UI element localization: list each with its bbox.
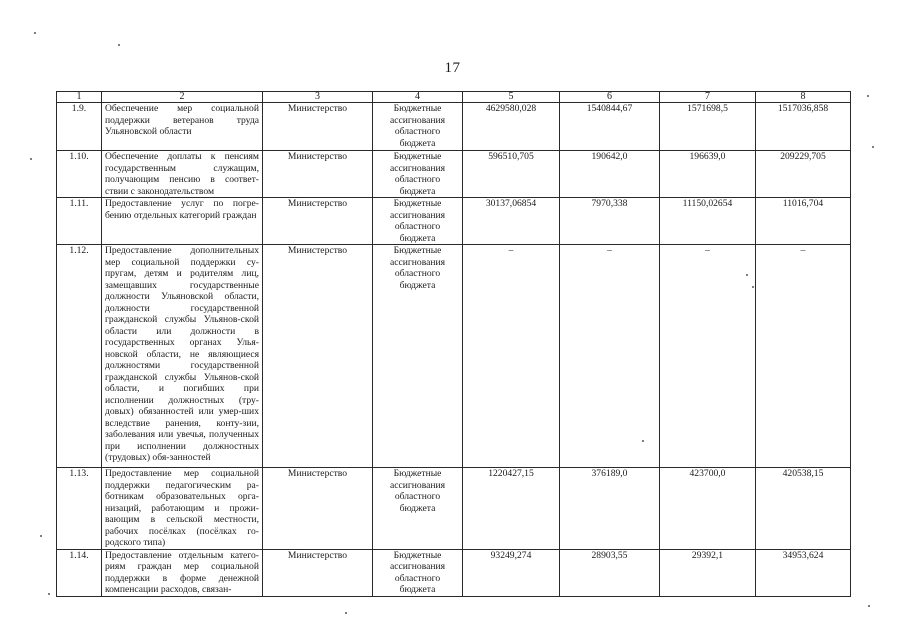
table-row [57,468,851,550]
row-value-col8: 209229,705 [756,151,851,198]
table-row [57,198,851,245]
row-value-col8: 1517036,858 [756,103,851,151]
row-executor: Министерство [263,549,373,596]
row-value-col7: 423700,0 [660,468,756,550]
row-funding-source: Бюджетные ассигнования областного бюджета [373,468,463,550]
scan-speck [752,286,754,288]
scan-speck [345,612,347,614]
row-value-col8: 34953,624 [756,549,851,596]
scan-speck [34,32,36,34]
header-row [57,92,851,103]
row-value-col6: 190642,0 [560,151,660,198]
table-row [57,103,851,151]
table-row [57,245,851,468]
row-number: 1.11. [57,198,102,245]
header-cell-4: 4 [373,92,463,103]
row-value-col7: 29392,1 [660,549,756,596]
page-number: 17 [444,60,461,76]
budget-table [56,91,851,597]
scan-speck [30,158,32,160]
row-number: 1.10. [57,151,102,198]
header-cell-6: 6 [560,92,660,103]
row-executor: Министерство [263,468,373,550]
row-funding-source: Бюджетные ассигнования областного бюджета [373,151,463,198]
scan-speck [642,440,644,442]
header-cell-7: 7 [660,92,756,103]
row-value-col6: 1540844,67 [560,103,660,151]
header-cell-1: 1 [57,92,102,103]
row-funding-source: Бюджетные ассигнования областного бюджета [373,549,463,596]
header-cell-8: 8 [756,92,851,103]
row-value-col8: – [756,245,851,468]
row-value-total: 30137,06854 [463,198,560,245]
row-executor: Министерство [263,151,373,198]
row-executor: Министерство [263,198,373,245]
header-cell-2: 2 [102,92,263,103]
row-description: Предоставление мер социальной поддержки педагогическим ра-ботникам образовательных орга-низаций, работающим и прожи-вающим в сельской местности, рабочих посёлках (посёлках го-родского типа) [102,468,263,550]
row-value-col7: 196639,0 [660,151,756,198]
scan-speck [867,95,869,97]
row-value-total: 4629580,028 [463,103,560,151]
row-value-col8: 11016,704 [756,198,851,245]
row-number: 1.13. [57,468,102,550]
row-number: 1.9. [57,103,102,151]
row-description: Обеспечение мер социальной поддержки ветеранов труда Ульяновской области [102,103,263,151]
row-description: Предоставление дополнительных мер социальной поддержки су-пругам, детям и родителям лиц, замещавших государственные должности Ульяновской области, должности государственной гражданской службы Ульянов-ской области или должности в государственных органах Улья-новской области, не являющиеся должностями государственной гражданской службы Ульянов-ской области, и погибших при исполнении должностных (тру-довых) обязанностей или умер-ших вследствие ранения, конту-зии, заболевания или увечья, полученных при исполнении должностных (трудовых) обя-занностей [102,245,263,468]
scan-speck [746,274,748,276]
row-description: Предоставление отдельным катего-риям граждан мер социальной поддержки в форме денежной компенсации расходов, связан- [102,549,263,596]
row-value-col7: 11150,02654 [660,198,756,245]
scan-speck [48,593,50,595]
scan-speck [872,146,874,148]
row-value-col6: – [560,245,660,468]
row-value-col8: 420538,15 [756,468,851,550]
row-value-col6: 28903,55 [560,549,660,596]
table-row [57,151,851,198]
header-cell-5: 5 [463,92,560,103]
row-value-total: 1220427,15 [463,468,560,550]
row-value-col7: 1571698,5 [660,103,756,151]
row-value-col6: 7970,338 [560,198,660,245]
header-cell-3: 3 [263,92,373,103]
row-value-total: – [463,245,560,468]
scan-speck [118,44,120,46]
row-value-total: 93249,274 [463,549,560,596]
row-funding-source: Бюджетные ассигнования областного бюджета [373,198,463,245]
row-funding-source: Бюджетные ассигнования областного бюджета [373,103,463,151]
row-value-col6: 376189,0 [560,468,660,550]
row-description: Предоставление услуг по погре-бению отдельных категорий граждан [102,198,263,245]
row-number: 1.14. [57,549,102,596]
row-number: 1.12. [57,245,102,468]
row-funding-source: Бюджетные ассигнования областного бюджета [373,245,463,468]
row-description: Обеспечение доплаты к пенсиям государственным служащим, получающим пенсию в соответ-ствии с законодательством [102,151,263,198]
row-executor: Министерство [263,103,373,151]
scan-speck [868,605,870,607]
row-executor: Министерство [263,245,373,468]
row-value-col7: – [660,245,756,468]
table-row [57,549,851,596]
row-value-total: 596510,705 [463,151,560,198]
scan-speck [40,535,42,537]
